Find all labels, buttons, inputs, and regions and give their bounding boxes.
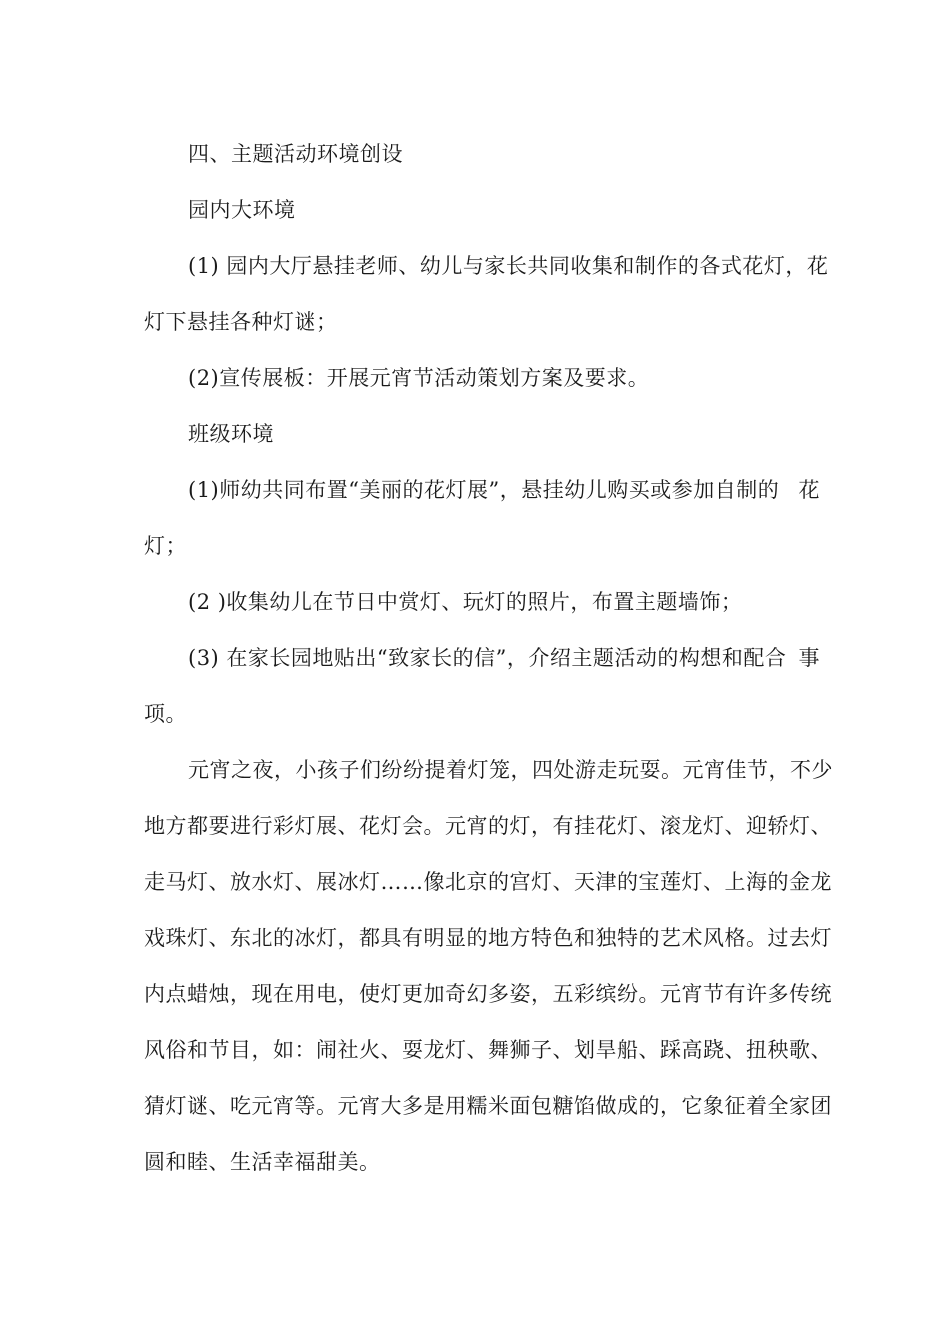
- class-item-1-line-1: [188, 476, 820, 504]
- paragraph-line-1-a: 元宵之夜，小孩子们纷纷提着灯笼，四处游走玩耍。元宵佳节，: [188, 758, 790, 782]
- campus-item-1-text: (1) 园内大厅悬挂老师、幼儿与家长共同收集和制作的各式花灯，: [188, 254, 807, 278]
- paragraph-line-4-b: 术风格。过去灯: [681, 926, 832, 950]
- paragraph-line-7: [144, 1092, 832, 1120]
- paragraph-line-2-a: 地方都要进行彩灯展、花灯会。元宵的灯，有挂花灯、滚龙灯、: [144, 814, 746, 838]
- paragraph-line-1-b: 不少: [790, 758, 833, 782]
- paragraph-line-5-b: 元宵节有许多传统: [660, 982, 832, 1006]
- class-item-1-text: (1)师幼共同布置“美丽的花灯展”，悬挂幼儿购买或参加自制的: [188, 478, 780, 502]
- paragraph-line-6: [144, 1036, 832, 1064]
- paragraph-line-6-b: 船、踩高跷、扭秧歌、: [617, 1038, 832, 1062]
- campus-item-1-line-1: [188, 252, 829, 280]
- class-item-3-line-1: [188, 644, 820, 672]
- paragraph-line-2-b: 迎轿灯、: [746, 814, 832, 838]
- paragraph-line-3-a: 走马灯、放水灯、展冰灯……像北京的宫灯、天津的宝莲灯、: [144, 870, 725, 894]
- paragraph-line-4-a: 戏珠灯、东北的冰灯，都具有明显的地方特色和独特的艺: [144, 926, 682, 950]
- subheading-class-environment: 班级环境: [188, 422, 274, 446]
- paragraph-line-4: [144, 924, 832, 952]
- paragraph-line-3-b: 上海的金龙: [724, 870, 832, 894]
- section-heading: 四、主题活动环境创设: [188, 142, 403, 166]
- paragraph-line-7-b: 馅做成的，它象征着全家团: [574, 1094, 832, 1118]
- paragraph-line-5: [144, 980, 832, 1008]
- paragraph-line-6-a: 风俗和节目，如：闹社火、耍龙灯、舞狮子、划旱: [144, 1038, 617, 1062]
- paragraph-line-7-a: 猜灯谜、吃元宵等。元宵大多是用糯米面包糖: [144, 1094, 574, 1118]
- subheading-campus-environment: 园内大环境: [188, 198, 296, 222]
- campus-item-2: (2)宣传展板：开展元宵节活动策划方案及要求。: [188, 366, 650, 390]
- paragraph-line-1: [188, 756, 833, 784]
- class-item-1-line-2: 灯；: [144, 534, 187, 558]
- class-item-2: (2 )收集幼儿在节日中赏灯、玩灯的照片，布置主题墙饰；: [188, 590, 743, 614]
- class-item-1-tail: 花: [798, 478, 820, 502]
- paragraph-line-3: [144, 868, 832, 896]
- paragraph-line-8: 圆和睦、生活幸福甜美。: [144, 1150, 381, 1174]
- campus-item-1-tail: 花: [806, 254, 829, 278]
- class-item-3-text: (3) 在家长园地贴出“致家长的信”，介绍主题活动的构想和配合: [188, 646, 787, 670]
- class-item-3-line-2: 项。: [144, 702, 187, 726]
- paragraph-line-5-a: 内点蜡烛，现在用电，使灯更加奇幻多姿，五彩缤纷。: [144, 982, 660, 1006]
- campus-item-1-line-2: 灯下悬挂各种灯谜；: [144, 310, 338, 334]
- paragraph-line-2: [144, 812, 832, 840]
- class-item-3-tail: 事: [798, 646, 820, 670]
